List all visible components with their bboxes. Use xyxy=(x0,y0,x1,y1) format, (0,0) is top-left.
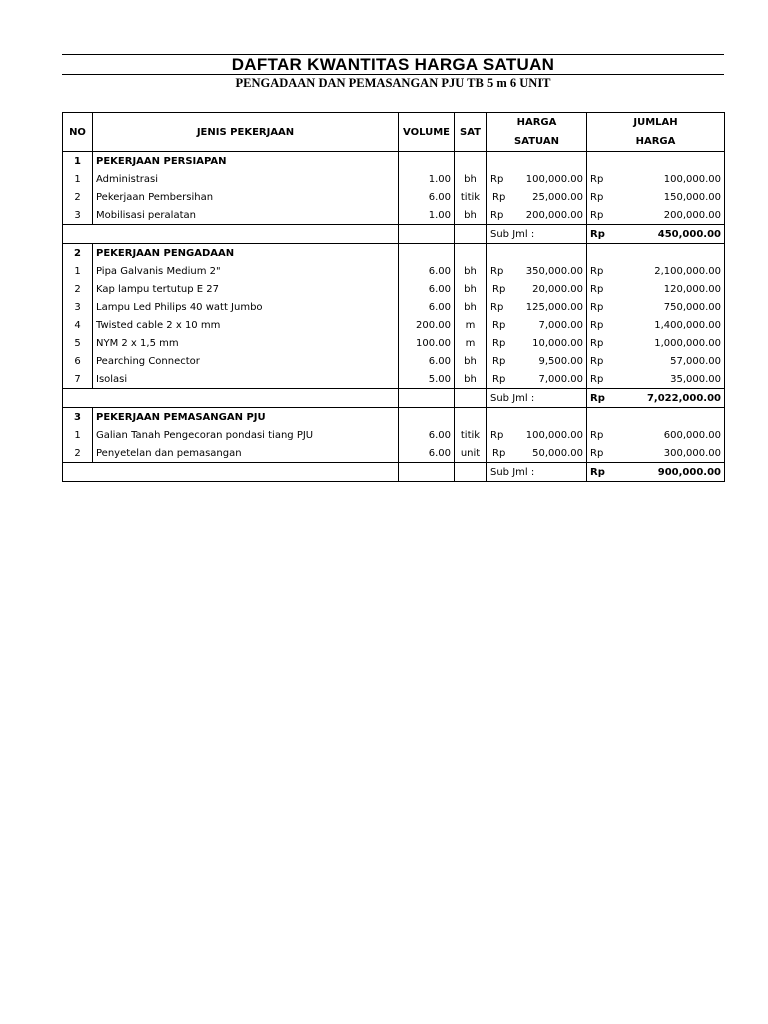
item-name: Twisted cable 2 x 10 mm xyxy=(93,316,399,334)
item-total-wrap xyxy=(590,302,721,313)
item-total-wrap xyxy=(590,430,721,441)
section-header-row xyxy=(63,152,725,171)
table-row xyxy=(63,352,725,370)
item-unit: bh xyxy=(455,298,487,316)
document-page xyxy=(62,54,724,482)
table-row xyxy=(63,170,725,188)
empty-cell xyxy=(63,225,93,244)
item-unit-price-amount: 100,000.00 xyxy=(525,173,583,185)
currency-label: Rp xyxy=(590,447,604,459)
section-title: PEKERJAAN PENGADAAN xyxy=(93,244,399,263)
header-no: NO xyxy=(63,113,93,152)
item-total xyxy=(587,170,725,188)
empty-cell xyxy=(455,408,487,427)
section-title: PEKERJAAN PEMASANGAN PJU xyxy=(93,408,399,427)
header-jumlah-line1: JUMLAH xyxy=(587,113,725,133)
empty-cell xyxy=(487,244,587,263)
item-total-wrap xyxy=(590,284,721,295)
currency-label: Rp xyxy=(590,337,604,349)
item-total-amount: 1,000,000.00 xyxy=(654,337,721,349)
item-number: 5 xyxy=(63,334,93,352)
item-unit-price-amount: 25,000.00 xyxy=(532,191,583,203)
item-total-wrap xyxy=(590,338,721,349)
item-total-wrap xyxy=(590,374,721,385)
item-unit-price-wrap xyxy=(490,174,583,185)
item-unit-price-amount: 200,000.00 xyxy=(525,209,583,221)
empty-cell xyxy=(455,152,487,171)
currency-label: Rp xyxy=(590,191,604,203)
item-unit-price-wrap xyxy=(490,338,583,349)
item-unit-price-wrap xyxy=(490,430,583,441)
empty-cell xyxy=(93,225,399,244)
page-subtitle: PENGADAAN DAN PEMASANGAN PJU TB 5 m 6 UNIT xyxy=(235,76,551,90)
item-name: Mobilisasi peralatan xyxy=(93,206,399,225)
item-total-amount: 100,000.00 xyxy=(663,173,721,185)
currency-label: Rp xyxy=(492,319,506,331)
table-row xyxy=(63,188,725,206)
item-total xyxy=(587,444,725,463)
item-unit: titik xyxy=(455,426,487,444)
item-number: 2 xyxy=(63,188,93,206)
subtotal-amount xyxy=(587,463,725,482)
empty-cell xyxy=(93,389,399,408)
item-volume: 6.00 xyxy=(399,444,455,463)
item-number: 3 xyxy=(63,206,93,225)
currency-label: Rp xyxy=(492,191,506,203)
title-block xyxy=(62,54,724,75)
item-unit-price-amount: 125,000.00 xyxy=(525,301,583,313)
item-volume: 1.00 xyxy=(399,170,455,188)
empty-cell xyxy=(455,244,487,263)
subtotal-amount-amount: 7,022,000.00 xyxy=(646,392,721,404)
empty-cell xyxy=(587,152,725,171)
item-total-amount: 750,000.00 xyxy=(663,301,721,313)
item-unit-price xyxy=(487,426,587,444)
item-number: 2 xyxy=(63,280,93,298)
currency-label: Rp xyxy=(490,429,504,441)
item-unit-price-amount: 100,000.00 xyxy=(525,429,583,441)
currency-label: Rp xyxy=(590,355,604,367)
item-total-amount: 300,000.00 xyxy=(663,447,721,459)
empty-cell xyxy=(487,408,587,427)
item-unit-price-wrap xyxy=(490,374,583,385)
item-name: Pekerjaan Pembersihan xyxy=(93,188,399,206)
item-name: Penyetelan dan pemasangan xyxy=(93,444,399,463)
item-total xyxy=(587,262,725,280)
item-total xyxy=(587,426,725,444)
item-unit: bh xyxy=(455,352,487,370)
table-row xyxy=(63,262,725,280)
item-unit: bh xyxy=(455,206,487,225)
item-total-amount: 2,100,000.00 xyxy=(654,265,721,277)
header-harga-line2: SATUAN xyxy=(487,132,587,152)
header-jenis: JENIS PEKERJAAN xyxy=(93,113,399,152)
item-number: 1 xyxy=(63,426,93,444)
currency-label: Rp xyxy=(490,173,504,185)
currency-label: Rp xyxy=(492,447,506,459)
section-header-row xyxy=(63,408,725,427)
empty-cell xyxy=(587,408,725,427)
price-table xyxy=(62,112,725,482)
item-unit-price-amount: 7,000.00 xyxy=(538,319,583,331)
item-unit-price xyxy=(487,316,587,334)
item-total xyxy=(587,188,725,206)
currency-label: Rp xyxy=(492,373,506,385)
empty-cell xyxy=(63,463,93,482)
item-name: Galian Tanah Pengecoran pondasi tiang PJU xyxy=(93,426,399,444)
item-total-amount: 35,000.00 xyxy=(670,373,721,385)
item-unit-price xyxy=(487,170,587,188)
item-total xyxy=(587,206,725,225)
item-name: Pipa Galvanis Medium 2" xyxy=(93,262,399,280)
item-total-amount: 120,000.00 xyxy=(663,283,721,295)
item-volume: 6.00 xyxy=(399,426,455,444)
currency-label: Rp xyxy=(590,429,604,441)
item-unit-price-amount: 7,000.00 xyxy=(538,373,583,385)
currency-label: Rp xyxy=(590,173,604,185)
item-total xyxy=(587,370,725,389)
item-unit: bh xyxy=(455,370,487,389)
item-unit-price-amount: 9,500.00 xyxy=(538,355,583,367)
item-total-wrap xyxy=(590,356,721,367)
header-row-1 xyxy=(63,113,725,133)
item-unit-price xyxy=(487,280,587,298)
item-unit-price-wrap xyxy=(490,302,583,313)
item-unit: titik xyxy=(455,188,487,206)
item-number: 7 xyxy=(63,370,93,389)
item-unit-price-wrap xyxy=(490,356,583,367)
item-unit-price xyxy=(487,298,587,316)
item-volume: 6.00 xyxy=(399,298,455,316)
header-sat: SAT xyxy=(455,113,487,152)
empty-cell xyxy=(399,408,455,427)
item-volume: 100.00 xyxy=(399,334,455,352)
empty-cell xyxy=(455,389,487,408)
item-name: Kap lampu tertutup E 27 xyxy=(93,280,399,298)
empty-cell xyxy=(93,463,399,482)
item-unit: m xyxy=(455,316,487,334)
empty-cell xyxy=(487,152,587,171)
item-unit: bh xyxy=(455,170,487,188)
table-row xyxy=(63,444,725,463)
item-total xyxy=(587,334,725,352)
section-title: PEKERJAAN PERSIAPAN xyxy=(93,152,399,171)
item-number: 6 xyxy=(63,352,93,370)
item-number: 1 xyxy=(63,262,93,280)
currency-label: Rp xyxy=(590,228,605,240)
item-unit-price-amount: 10,000.00 xyxy=(532,337,583,349)
currency-label: Rp xyxy=(590,392,605,404)
item-volume: 6.00 xyxy=(399,352,455,370)
item-unit-price-wrap xyxy=(490,320,583,331)
currency-label: Rp xyxy=(492,355,506,367)
item-unit-price xyxy=(487,188,587,206)
currency-label: Rp xyxy=(590,466,605,478)
item-total-wrap xyxy=(590,174,721,185)
subtotal-label: Sub Jml : xyxy=(487,225,587,244)
item-total-wrap xyxy=(590,266,721,277)
item-unit: bh xyxy=(455,280,487,298)
item-total-amount: 600,000.00 xyxy=(663,429,721,441)
item-unit: bh xyxy=(455,262,487,280)
item-volume: 5.00 xyxy=(399,370,455,389)
item-unit-price-wrap xyxy=(490,284,583,295)
item-unit: m xyxy=(455,334,487,352)
item-unit-price-amount: 350,000.00 xyxy=(525,265,583,277)
item-number: 2 xyxy=(63,444,93,463)
section-number: 3 xyxy=(63,408,93,427)
item-total-wrap xyxy=(590,192,721,203)
empty-cell xyxy=(399,463,455,482)
subtotal-amount-amount: 900,000.00 xyxy=(657,466,721,478)
item-name: Pearching Connector xyxy=(93,352,399,370)
item-unit-price-wrap xyxy=(490,448,583,459)
item-unit-price xyxy=(487,370,587,389)
item-name: Isolasi xyxy=(93,370,399,389)
empty-cell xyxy=(587,244,725,263)
item-number: 4 xyxy=(63,316,93,334)
item-unit-price xyxy=(487,206,587,225)
item-unit-price xyxy=(487,262,587,280)
empty-cell xyxy=(399,225,455,244)
empty-cell xyxy=(455,463,487,482)
price-table-body xyxy=(63,113,725,482)
currency-label: Rp xyxy=(492,283,506,295)
currency-label: Rp xyxy=(490,209,504,221)
empty-cell xyxy=(399,389,455,408)
empty-cell xyxy=(455,225,487,244)
item-total-amount: 150,000.00 xyxy=(663,191,721,203)
currency-label: Rp xyxy=(492,337,506,349)
item-name: Lampu Led Philips 40 watt Jumbo xyxy=(93,298,399,316)
section-number: 2 xyxy=(63,244,93,263)
currency-label: Rp xyxy=(590,373,604,385)
subtotal-amount xyxy=(587,225,725,244)
item-total xyxy=(587,352,725,370)
item-total-amount: 57,000.00 xyxy=(670,355,721,367)
subtotal-label: Sub Jml : xyxy=(487,389,587,408)
table-row xyxy=(63,280,725,298)
item-number: 3 xyxy=(63,298,93,316)
item-name: Administrasi xyxy=(93,170,399,188)
table-row xyxy=(63,316,725,334)
item-volume: 1.00 xyxy=(399,206,455,225)
item-unit-price-amount: 20,000.00 xyxy=(532,283,583,295)
item-total-wrap xyxy=(590,448,721,459)
subtotal-row xyxy=(63,225,725,244)
currency-label: Rp xyxy=(490,301,504,313)
subtotal-row xyxy=(63,389,725,408)
currency-label: Rp xyxy=(590,209,604,221)
table-row xyxy=(63,298,725,316)
section-header-row xyxy=(63,244,725,263)
subtotal-label: Sub Jml : xyxy=(487,463,587,482)
table-row xyxy=(63,334,725,352)
item-total xyxy=(587,298,725,316)
subtotal-amount-wrap xyxy=(590,467,721,478)
item-total xyxy=(587,316,725,334)
item-volume: 6.00 xyxy=(399,262,455,280)
currency-label: Rp xyxy=(490,265,504,277)
page-title: DAFTAR KWANTITAS HARGA SATUAN xyxy=(231,55,555,74)
currency-label: Rp xyxy=(590,301,604,313)
section-number: 1 xyxy=(63,152,93,171)
item-total-amount: 200,000.00 xyxy=(663,209,721,221)
table-row xyxy=(63,426,725,444)
empty-cell xyxy=(63,389,93,408)
item-unit-price-amount: 50,000.00 xyxy=(532,447,583,459)
currency-label: Rp xyxy=(590,265,604,277)
subtotal-amount-wrap xyxy=(590,393,721,404)
subtotal-row xyxy=(63,463,725,482)
empty-cell xyxy=(399,244,455,263)
item-total-amount: 1,400,000.00 xyxy=(654,319,721,331)
header-jumlah-line2: HARGA xyxy=(587,132,725,152)
table-row xyxy=(63,370,725,389)
item-number: 1 xyxy=(63,170,93,188)
item-unit-price xyxy=(487,444,587,463)
item-unit-price xyxy=(487,334,587,352)
currency-label: Rp xyxy=(590,283,604,295)
item-total-wrap xyxy=(590,320,721,331)
header-harga-line1: HARGA xyxy=(487,113,587,133)
item-unit-price-wrap xyxy=(490,266,583,277)
item-volume: 6.00 xyxy=(399,188,455,206)
header-volume: VOLUME xyxy=(399,113,455,152)
item-total xyxy=(587,280,725,298)
item-total-wrap xyxy=(590,210,721,221)
currency-label: Rp xyxy=(590,319,604,331)
item-unit-price xyxy=(487,352,587,370)
item-volume: 6.00 xyxy=(399,280,455,298)
table-row xyxy=(63,206,725,225)
subtotal-amount-amount: 450,000.00 xyxy=(657,228,721,240)
empty-cell xyxy=(399,152,455,171)
item-unit: unit xyxy=(455,444,487,463)
item-name: NYM 2 x 1,5 mm xyxy=(93,334,399,352)
item-unit-price-wrap xyxy=(490,210,583,221)
item-volume: 200.00 xyxy=(399,316,455,334)
item-unit-price-wrap xyxy=(490,192,583,203)
subtotal-amount xyxy=(587,389,725,408)
subtotal-amount-wrap xyxy=(590,229,721,240)
